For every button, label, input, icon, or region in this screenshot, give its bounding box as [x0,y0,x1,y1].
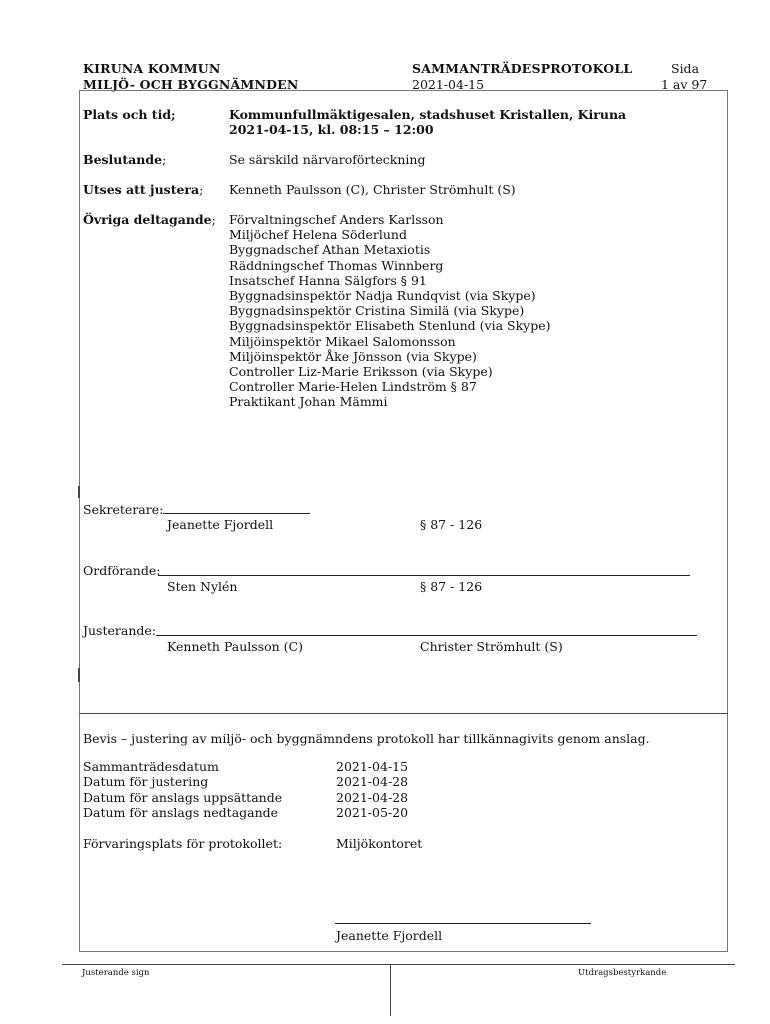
committee-name: MILJÖ- OCH BYGGNÄMNDEN [83,77,299,92]
secretary-paragraphs: § 87 - 126 [420,517,483,532]
list-item: Räddningschef Thomas Winnberg [229,257,444,273]
page-label: Sida [671,61,700,76]
storage-value: Miljökontoret [336,836,423,851]
secretary-signature-line [163,513,310,514]
deciding-value: Se särskild närvaroförteckning [229,152,426,167]
list-item: Controller Marie-Helen Lindström § 87 [229,379,477,395]
chair-paragraphs: § 87 - 126 [420,579,483,594]
org-name: KIRUNA KOMMUN [83,61,221,76]
place-value-line2: 2021-04-15, kl. 08:15 – 12:00 [229,122,434,137]
cert-row-value: 2021-04-15 [336,759,409,774]
list-item: Miljöchef Helena Söderlund [229,227,407,243]
others-list [229,212,550,410]
others-label [83,212,216,227]
secretary-label: Sekreterare: [83,502,164,517]
cert-row-label: Datum för justering [83,774,209,789]
page-number: 1 av 97 [661,77,708,92]
header-date: 2021-04-15 [412,77,485,92]
adjuster-signature-line [156,635,697,636]
list-item: Byggnadsinspektör Cristina Similä (via Skype) [229,303,525,319]
chair-signature-line [158,575,690,576]
cert-row-value: 2021-04-28 [336,774,409,789]
cert-row-value: 2021-04-28 [336,790,409,805]
footer-adjuster-sign: Justerande sign [82,968,150,978]
margin-mark [78,486,80,498]
adjuster-name-2: Christer Strömhult (S) [420,639,563,654]
others-semicolon: ; [211,212,216,227]
cert-row-value: 2021-05-20 [336,805,409,820]
deciding-label [83,152,166,167]
list-item: Förvaltningschef Anders Karlsson [229,212,444,227]
list-item: Controller Liz-Marie Eriksson (via Skype) [229,364,493,380]
list-item: Miljöinspektör Åke Jönsson (via Skype) [229,348,477,364]
adjuster-name-1: Kenneth Paulsson (C) [167,639,303,654]
certificate-statement: Bevis – justering av miljö- och byggnämndens protokoll har tillkännagivits genom anslag. [83,731,650,746]
list-item: Byggnadsinspektör Elisabeth Stenlund (via Skype) [229,318,551,334]
margin-mark [78,668,80,682]
list-item: Insatschef Hanna Sälgfors § 91 [229,272,427,288]
certificate-signer: Jeanette Fjordell [336,928,443,943]
cert-row-label: Sammanträdesdatum [83,759,219,774]
place-label: Plats och tid; [83,107,176,122]
footer-rule [62,964,735,965]
others-label-text: Övriga deltagande [83,212,212,227]
secretary-name: Jeanette Fjordell [167,517,274,532]
storage-label: Förvaringsplats för protokollet: [83,836,283,851]
cert-row-label: Datum för anslags uppsättande [83,790,283,805]
list-item: Byggnadschef Athan Metaxiotis [229,242,431,258]
chair-label: Ordförande: [83,563,161,578]
adjust-label [83,182,203,197]
adjust-value: Kenneth Paulsson (C), Christer Strömhult (S) [229,182,516,197]
footer-divider [390,964,391,1016]
document-type: SAMMANTRÄDESPROTOKOLL [412,61,633,76]
adjust-semicolon: ; [199,182,204,197]
footer-extract-certification: Utdragsbestyrkande [578,968,667,978]
list-item: Miljöinspektör Mikael Salomonsson [229,333,456,349]
list-item: Byggnadsinspektör Nadja Rundqvist (via Skype) [229,288,536,304]
deciding-label-text: Beslutande [83,152,163,167]
list-item: Praktikant Johan Mämmi [229,394,388,410]
deciding-semicolon: ; [162,152,167,167]
cert-row-label: Datum för anslags nedtagande [83,805,279,820]
chair-name: Sten Nylén [167,579,238,594]
adjuster-label: Justerande: [83,623,156,638]
adjust-label-text: Utses att justera [83,182,200,197]
certificate-signature-line [335,923,591,924]
certificate-divider [79,713,728,714]
place-value-line1: Kommunfullmäktigesalen, stadshuset Kristallen, Kiruna [229,107,627,122]
